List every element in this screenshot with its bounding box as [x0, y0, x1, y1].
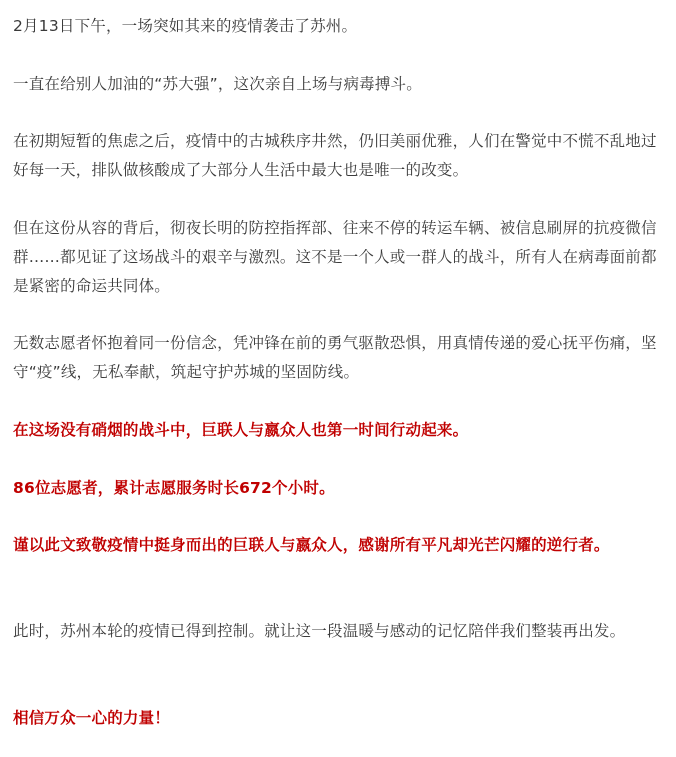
paragraph-action-highlight: 在这场没有硝烟的战斗中，巨联人与嬴众人也第一时间行动起来。	[13, 421, 469, 439]
paragraph-city-order: 在初期短暂的焦虑之后，疫情中的古城秩序井然，仍旧美丽优雅，人们在警觉中不慌不乱地过好每一天，排队做核酸成了大部分人生活中最大也是唯一的改变。	[13, 132, 657, 179]
paragraph-behind-the-scenes: 但在这份从容的背后，彻夜长明的防控指挥部、往来不停的转运车辆、被信息刷屏的抗疫微信群……都见证了这场战斗的艰辛与激烈。这不是一个人或一群人的战斗，所有人在病毒面前都是紧密的命运共同体。	[13, 219, 657, 295]
paragraph-su-da-qiang: 一直在给别人加油的“苏大强”，这次亲自上场与病毒搏斗。	[13, 75, 422, 93]
paragraph-volunteers: 无数志愿者怀抱着同一份信念，凭冲锋在前的勇气驱散恐惧，用真情传递的爱心抚平伤痛，坚守“疫”线，无私奉献，筑起守护苏城的坚固防线。	[13, 334, 657, 381]
paragraph-closing-slogan: 相信万众一心的力量！	[13, 709, 171, 727]
paragraph-intro: 2月13日下午，一场突如其来的疫情袭击了苏州。	[13, 17, 358, 35]
paragraph-under-control: 此时，苏州本轮的疫情已得到控制。就让这一段温暖与感动的记忆陪伴我们整装再出发。	[13, 622, 626, 640]
paragraph-volunteer-stats: 86位志愿者，累计志愿服务时长672个小时。	[13, 479, 335, 497]
paragraph-tribute: 谨以此文致敬疫情中挺身而出的巨联人与嬴众人，感谢所有平凡却光芒闪耀的逆行者。	[13, 536, 610, 554]
